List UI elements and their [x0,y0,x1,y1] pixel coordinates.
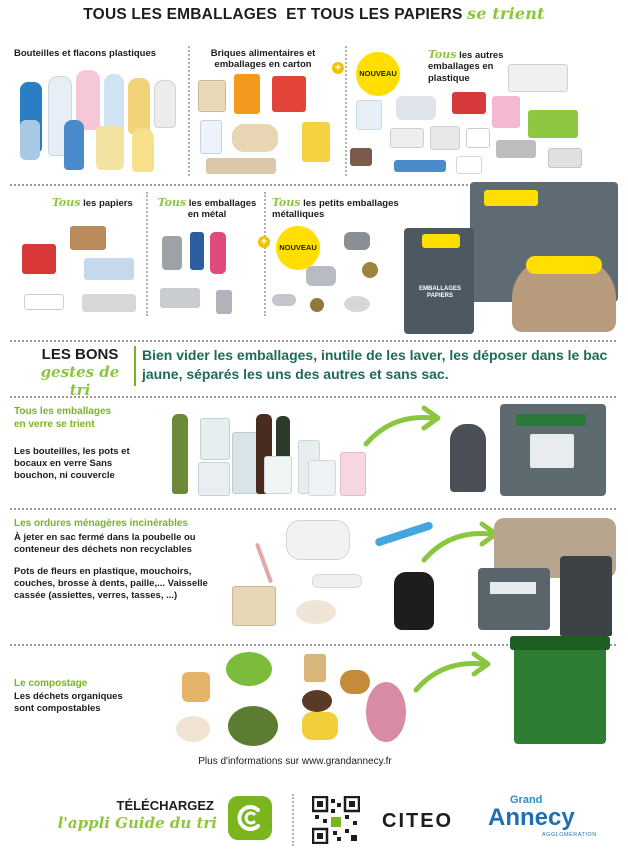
divider [345,46,347,176]
plastic-bag-image [356,100,382,130]
papers-label [52,196,133,209]
qr-code-icon[interactable] [312,796,360,844]
perfume-bottle-image [340,452,366,496]
capsule-image [344,232,370,250]
composter-image [514,640,606,744]
arrow-icon [412,650,492,696]
header-title-part2: ET TOUS LES PAPIERS [286,6,463,23]
lid-image [272,294,296,306]
carton-box-image [198,80,226,112]
bin-panel [530,434,574,468]
divider [292,794,294,846]
egg-box-image [206,158,276,174]
more-info-text[interactable]: Plus d'informations sur www.grandannecy.fr [198,756,392,767]
glass-jar-image [264,456,292,494]
other-plastics-script: Tous [428,48,457,61]
aerosol-image [210,232,226,274]
wheelie-bin-image [560,556,612,636]
grand-label: Grand [510,794,543,806]
bin-label: EMBALLAGES PAPIERS [419,286,461,299]
grass-image [228,706,278,746]
diaper-image [286,520,350,560]
capsule-image [362,262,378,278]
plastic-pack-image [452,92,486,114]
vegetables-image [226,652,272,686]
plus-icon: + [332,62,344,74]
bons-gestes-title [30,346,130,399]
ordures-title: Les ordures ménagères incinérables [14,518,188,529]
verre-title: Tous les emballages en verre se trient [14,406,112,430]
bin-lid [526,256,602,274]
plastic-pack-image [508,64,568,92]
bons-gestes-title-part1: LES BONS [41,346,119,363]
bread-image [340,670,370,694]
papers-script: Tous [52,196,81,209]
divider [264,192,266,316]
tray-image [160,288,200,308]
vacuum-bag-image [232,586,276,626]
metal-script: Tous [157,196,187,209]
compost-text: Les déchets organiques sont compostables [14,691,123,715]
bin-lid [422,234,460,248]
carton-juice-image [234,74,260,114]
bin-lid [484,190,538,206]
glass-bottle-image [308,460,336,496]
arrow-icon [420,520,500,566]
yellow-bin-image [512,258,616,332]
bin-panel [490,582,536,594]
divider [146,192,148,316]
small-metal-text: les petits emballages métalliques [272,198,399,221]
divider [10,340,616,342]
metal-label [152,196,262,221]
can-image [162,236,182,270]
plastic-film-image [396,96,436,120]
cardboard-image [70,226,106,250]
nouveau-badge: NOUVEAU [356,52,400,96]
compost-title: Le compostage [14,678,88,689]
nouveau-badge: NOUVEAU [276,226,320,270]
divider [10,396,616,398]
broken-plate-image [296,600,336,624]
plastic-bottle-image [96,126,124,170]
small-metal-label [272,196,402,221]
banana-peel-image [302,712,338,740]
newspaper-image [82,294,136,312]
yogurt-pot-image [350,148,372,166]
plastic-pack-image [528,110,578,138]
capsule-image [310,298,324,312]
divider [188,46,190,176]
annecy-label: Annecy [488,804,575,831]
paper-notebook-image [22,244,56,274]
plastic-bottle-image [128,78,150,134]
carton-cereal-image [302,122,330,162]
lid-image [344,296,370,312]
app-logo-icon[interactable] [228,796,272,840]
plastic-bottle-image [64,120,84,170]
carton-milk-image [200,120,222,154]
bin-opening [516,414,586,426]
plastic-tray-image [496,140,536,158]
plus-icon: + [258,236,270,248]
straw-image [255,543,273,584]
yellow-bin-image [404,228,474,334]
eggshell-image [176,716,210,742]
envelope-image [24,294,64,310]
household-container-image [478,568,550,630]
header-title [0,4,628,24]
other-plastics-text: les autres emballages en plastique [428,50,504,84]
plastic-tray-image [548,148,582,168]
grand-annecy-logo [480,794,620,846]
small-metal-script: Tous [272,196,301,209]
teabag-image [304,654,326,682]
plastic-tray-image [390,128,424,148]
plastic-bag-image [492,96,520,128]
onion-peel-image [182,672,210,702]
yogurt-pot-image [456,156,482,174]
arrow-icon [362,404,442,450]
bons-gestes-title-script: gestes de tri [40,363,120,399]
tube-image [394,160,446,172]
glass-jar-image [200,418,230,460]
glass-jar-image [198,462,230,496]
carton-box-image [272,76,306,112]
bons-gestes-divider [134,346,136,386]
can-image [216,290,232,314]
composter-lid [510,636,610,650]
plastic-bottle-image [154,80,176,128]
plastic-bottle-image [132,128,154,172]
glass-jar-image [232,432,258,494]
cartons-label: Briques alimentaires et emballages en carton [210,48,316,71]
download-label: TÉLÉCHARGEZ [116,798,214,813]
cotton-swab-image [312,574,362,588]
bons-gestes-text: Bien vider les emballages, inutile de les laver, les déposer dans le bac jaune, séparés les uns des autres et sans sac. [142,347,608,382]
yogurt-pot-image [466,128,490,148]
agglo-label: AGGLOMÉRATION [542,832,597,838]
divider [10,508,616,510]
papers-text: les papiers [83,198,133,209]
header-title-part1: TOUS LES EMBALLAGES [83,6,278,23]
plastic-bottle-image [20,120,40,160]
carton-roll-image [232,124,278,152]
coffee-grounds-image [302,690,332,712]
citeo-logo: CITEO [382,810,454,832]
ordures-text-2: Pots de fleurs en plastique, mouchoirs, couches, brosse à dents, paille,... Vaisselle cassée (assiettes, verres, tasses, ...) [14,566,208,602]
foil-image [306,266,336,286]
metal-text: les emballages en métal [187,198,257,221]
can-image [190,232,204,270]
app-name: l'appli Guide du tri [57,814,217,832]
plastic-tray-image [430,126,460,150]
verre-text: Les bouteilles, les pots et bocaux en verre Sans bouchon, ni couvercle [14,446,130,482]
plastic-bottles-label: Bouteilles et flacons plastiques [14,48,157,59]
flowers-image [366,682,406,742]
trash-bag-image [394,572,434,630]
glass-bottle-image [172,414,188,494]
glass-container-image [500,404,606,496]
magazine-image [84,258,134,280]
ordures-text-1: À jeter en sac fermé dans la poubelle ou conteneur des déchets non recyclables [14,532,196,556]
header-title-script: se trient [467,4,545,23]
glass-container-image [450,424,486,492]
